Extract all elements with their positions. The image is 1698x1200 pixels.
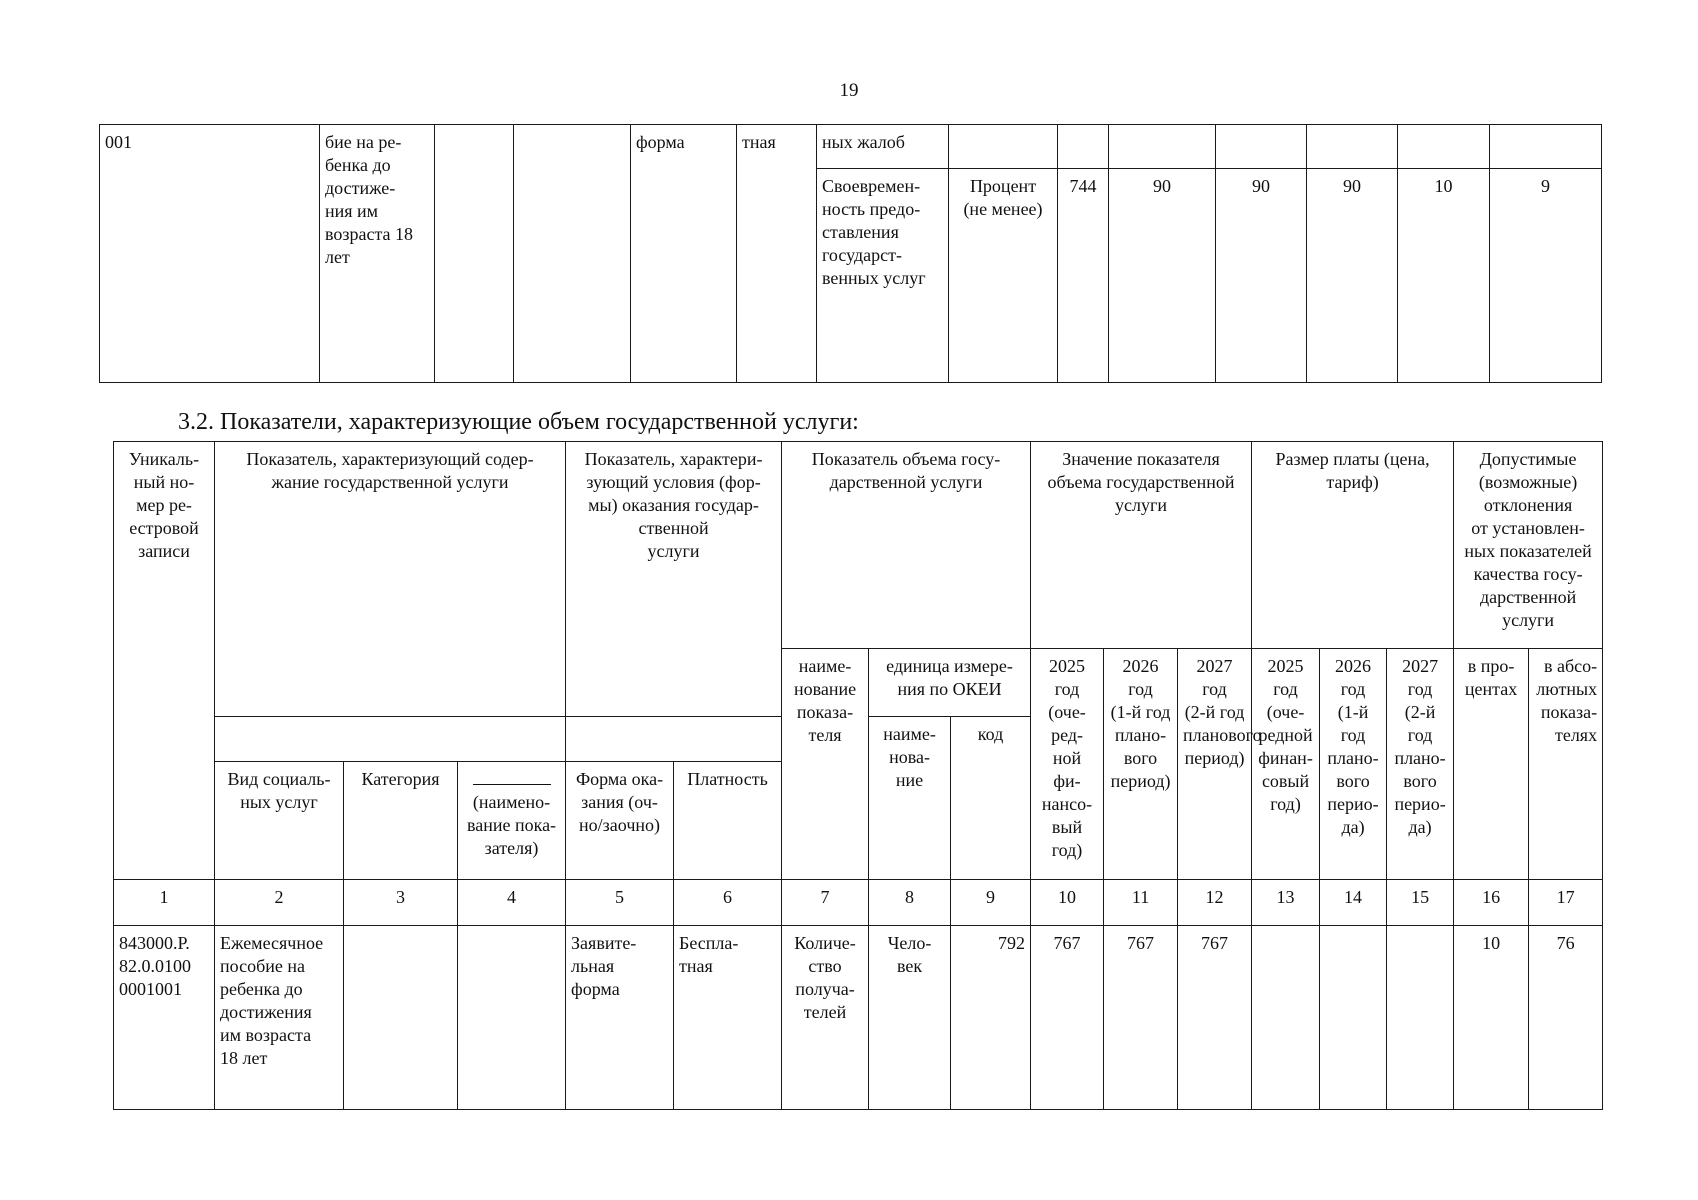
column-number: 6 bbox=[674, 880, 782, 926]
blank-indicator-label: (наимено- вание пока- зателя) bbox=[466, 792, 557, 858]
okei-code-cell: 744 bbox=[1058, 169, 1109, 383]
header-value-2026: 2026 год (1-й год плано- вого период) bbox=[1104, 649, 1178, 880]
header-payment: Платность bbox=[674, 762, 782, 880]
fee-2027-cell bbox=[1387, 926, 1454, 1110]
header-indicator-name: наиме- нование показа- теля bbox=[782, 649, 869, 880]
deviation-absolute-cell: 76 bbox=[1529, 926, 1603, 1110]
column-number: 8 bbox=[869, 880, 951, 926]
header-value-2025: 2025 год (оче- ред- ной фи- нансо- вый год) bbox=[1031, 649, 1104, 880]
blank-indicator-cell bbox=[458, 926, 566, 1110]
empty-cell bbox=[1058, 125, 1109, 169]
spacer-cell bbox=[566, 717, 782, 762]
column-number: 10 bbox=[1031, 880, 1104, 926]
service-kind-cell: Ежемесячное пособие на ребенка до достижения им возраста 18 лет bbox=[215, 926, 344, 1110]
empty-cell bbox=[1490, 125, 1602, 169]
value-2026-cell: 767 bbox=[1104, 926, 1178, 1110]
value-2027-cell: 90 bbox=[1307, 169, 1398, 383]
page-number: 19 bbox=[839, 80, 859, 101]
value-2027-cell: 767 bbox=[1178, 926, 1252, 1110]
empty-cell bbox=[435, 125, 514, 383]
header-category: Категория bbox=[344, 762, 458, 880]
fee-2025-cell bbox=[1252, 926, 1320, 1110]
volume-indicators-table bbox=[113, 441, 1603, 1110]
section-title: 3.2. Показатели, характеризующие объем государственной услуги: bbox=[178, 409, 859, 435]
column-number: 14 bbox=[1320, 880, 1387, 926]
header-okei-unit: единица измере- ния по ОКЕИ bbox=[869, 649, 1031, 717]
empty-cell bbox=[949, 125, 1058, 169]
column-number: 12 bbox=[1178, 880, 1252, 926]
payment-cell: Беспла- тная bbox=[674, 926, 782, 1110]
header-deviation: Допустимые (возможные) отклонения от установлен- ных показателей качества госу- дарственной услуги bbox=[1454, 442, 1603, 649]
empty-cell bbox=[1307, 125, 1398, 169]
empty-cell bbox=[1109, 125, 1216, 169]
column-number: 4 bbox=[458, 880, 566, 926]
column-number: 15 bbox=[1387, 880, 1454, 926]
column-number: 11 bbox=[1104, 880, 1178, 926]
deviation-percent-cell: 10 bbox=[1454, 926, 1529, 1110]
empty-cell bbox=[1398, 125, 1490, 169]
header-service-form: Форма ока- зания (оч- но/заочно) bbox=[566, 762, 674, 880]
header-deviation-percent: в про- центах bbox=[1454, 649, 1529, 880]
header-unit-code: код bbox=[951, 717, 1031, 880]
indicator-cell: Своевремен- ность предо- ставления государст- венных услуг bbox=[817, 169, 949, 383]
fee-2026-cell bbox=[1320, 926, 1387, 1110]
unit-code-cell: 792 bbox=[951, 926, 1031, 1110]
value-2025-cell: 90 bbox=[1109, 169, 1216, 383]
deviation-percent-cell: 10 bbox=[1398, 169, 1490, 383]
empty-cell bbox=[1216, 125, 1307, 169]
column-number: 17 bbox=[1529, 880, 1603, 926]
column-number: 16 bbox=[1454, 880, 1529, 926]
header-blank-indicator bbox=[458, 762, 566, 880]
deviation-absolute-cell: 9 bbox=[1490, 169, 1602, 383]
unit-name-cell: Чело- век bbox=[869, 926, 951, 1110]
payment-cell: тная bbox=[737, 125, 817, 383]
column-number: 5 bbox=[566, 880, 674, 926]
registry-code-cell: 001 bbox=[100, 125, 320, 383]
header-volume-indicator: Показатель объема госу- дарственной услуги bbox=[782, 442, 1031, 649]
header-volume-value: Значение показателя объема государственной услуги bbox=[1031, 442, 1252, 649]
registry-code-cell: 843000.Р. 82.0.0100 0001001 bbox=[114, 926, 215, 1110]
service-form-cell: Заявите- льная форма bbox=[566, 926, 674, 1110]
unit-cell: Процент (не менее) bbox=[949, 169, 1058, 383]
content-cell: бие на ре- бенка до достиже- ния им возраста 18 лет bbox=[320, 125, 435, 383]
header-content-indicator: Показатель, характеризующий содер- жание государственной услуги bbox=[215, 442, 566, 717]
header-value-2027: 2027 год (2-й год планового период) bbox=[1178, 649, 1252, 880]
quality-indicators-table-continued bbox=[99, 124, 1602, 383]
empty-cell bbox=[514, 125, 631, 383]
column-number: 1 bbox=[114, 880, 215, 926]
indicator-name-cell: Количе- ство получа- телей bbox=[782, 926, 869, 1110]
column-number: 2 bbox=[215, 880, 344, 926]
header-service-kind: Вид социаль- ных услуг bbox=[215, 762, 344, 880]
value-2025-cell: 767 bbox=[1031, 926, 1104, 1110]
header-fee-2025: 2025 год (оче- редной финан- совый год) bbox=[1252, 649, 1320, 880]
header-fee-2026: 2026 год (1-й год плано- вого перио- да) bbox=[1320, 649, 1387, 880]
category-cell bbox=[344, 926, 458, 1110]
column-number: 7 bbox=[782, 880, 869, 926]
column-number: 3 bbox=[344, 880, 458, 926]
header-deviation-absolute: в абсо- лютных показа- телях bbox=[1529, 649, 1603, 880]
header-fee-2027: 2027 год (2-й год плано- вого перио- да) bbox=[1387, 649, 1454, 880]
spacer-cell bbox=[215, 717, 566, 762]
column-number: 9 bbox=[951, 880, 1031, 926]
value-2026-cell: 90 bbox=[1216, 169, 1307, 383]
blank-line bbox=[473, 772, 551, 785]
header-unit-name: наиме- нова- ние bbox=[869, 717, 951, 880]
column-number: 13 bbox=[1252, 880, 1320, 926]
form-cell: форма bbox=[631, 125, 737, 383]
indicator-cell: ных жалоб bbox=[817, 125, 949, 169]
header-conditions-indicator: Показатель, характери- зующий условия (фор- мы) оказания государ- ственной услуги bbox=[566, 442, 782, 717]
header-fee: Размер платы (цена, тариф) bbox=[1252, 442, 1454, 649]
header-unique-number: Уникаль- ный но- мер ре- естровой записи bbox=[114, 442, 215, 880]
